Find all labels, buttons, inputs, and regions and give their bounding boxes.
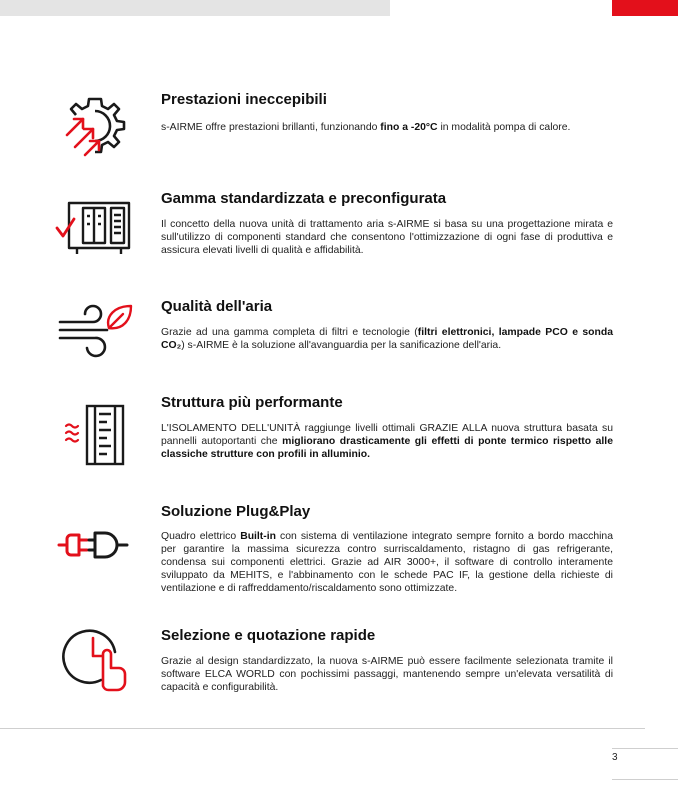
text-segment: Quadro elettrico <box>161 531 241 542</box>
standardized-unit-icon <box>55 194 135 264</box>
feature-description <box>161 121 613 134</box>
text-segment: in modalità pompa di calore. <box>437 122 571 133</box>
header-red-bar <box>612 0 678 16</box>
clock-hand-icon <box>55 622 135 692</box>
bold-text: migliorano drasticamente gli effetti di ponte termico rispetto alle classiche strutture con profili in alluminio. <box>161 436 613 460</box>
plug-icon <box>55 511 135 581</box>
page-number-rule-bottom <box>612 779 678 780</box>
text-segment: ) s-AIRME è la soluzione all'avanguardia per la sanificazione dell'aria. <box>181 340 502 351</box>
text-segment: Grazie ad una gamma completa di filtri e tecnologie ( <box>161 327 418 338</box>
air-quality-icon <box>55 298 135 368</box>
page-number: 3 <box>612 752 618 763</box>
bold-text: fino a -20°C <box>380 122 438 133</box>
header-grey-bar <box>0 0 390 16</box>
feature-description <box>161 530 613 595</box>
feature-title: Struttura più performante <box>161 394 343 411</box>
text-segment: con sistema di ventilazione integrato sempre fornito a bordo macchina per garantire la massima sicurezza contro surriscaldamento, ristagno di gas refrigerante, condensa sui componenti elettrici. Grazie ad AIR 3000+, il software di controllo interamente sviluppato da MEHITS, e l'abbinamento con le schede PAC IF, la gestione della richieste di ventilazione e di raffreddamento/riscaldamento sono ottimizzate. <box>161 531 613 594</box>
text-segment: s-AIRME offre prestazioni brillanti, funzionando <box>161 122 381 133</box>
text-segment: L'ISOLAMENTO DELL'UNITÀ raggiunge livelli ottimali GRAZIE ALLA nuova struttura basata su pannelli autoportanti che <box>161 423 613 447</box>
feature-description <box>161 655 613 694</box>
insulated-panel-icon <box>55 400 135 470</box>
feature-title: Prestazioni ineccepibili <box>161 91 327 108</box>
feature-description <box>161 218 613 257</box>
feature-title: Gamma standardizzata e preconfigurata <box>161 190 447 207</box>
gear-performance-icon <box>55 91 135 161</box>
text-segment: Grazie al design standardizzato, la nuova s-AIRME può essere facilmente selezionata tramite il software ELCA WORLD con pochissimi passaggi, mantenendo sempre un'elevata versatilità di capacità e configurabilità. <box>161 656 613 693</box>
footer-divider <box>0 728 645 729</box>
page-number-rule-top <box>612 748 678 749</box>
feature-description <box>161 422 613 461</box>
feature-title: Qualità dell'aria <box>161 298 273 315</box>
feature-title: Soluzione Plug&Play <box>161 503 311 520</box>
bold-text: Built-in <box>240 531 276 542</box>
text-segment: Il concetto della nuova unità di trattamento aria s-AIRME si basa su una progettazione mirata e sull'utilizzo di componenti standard che consentono l'ottimizzazione di ogni fase di produttiva e assicura elevati livelli di qualità e affidabilità. <box>161 219 613 256</box>
feature-title: Selezione e quotazione rapide <box>161 627 376 644</box>
bold-text: filtri elettronici, lampade PCO e sonda CO₂ <box>161 327 613 351</box>
feature-description <box>161 326 613 352</box>
